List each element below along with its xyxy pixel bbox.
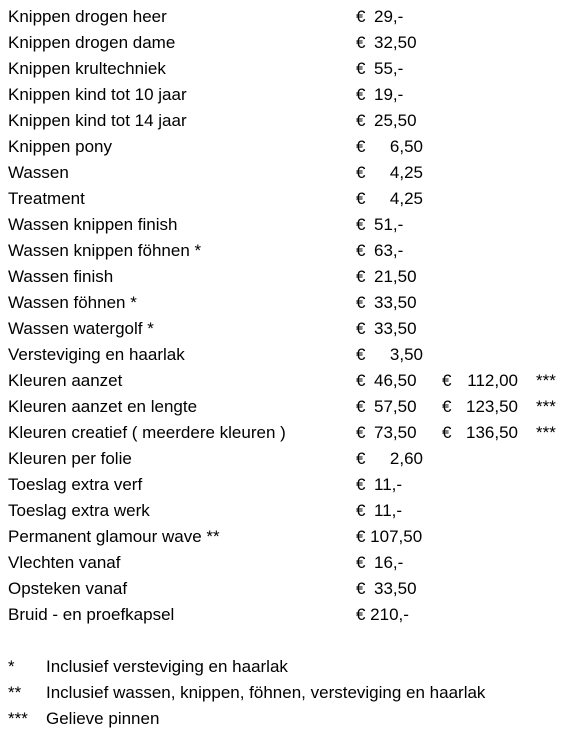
price-row [8,264,568,290]
currency-symbol: € [356,267,366,286]
currency-symbol: € [356,7,366,26]
currency-symbol: € [356,293,366,312]
currency-symbol: € [356,345,366,364]
currency-symbol: € [356,215,366,234]
currency-symbol: € [356,241,366,260]
footnote-marker: *** [536,397,556,416]
price-row [8,108,568,134]
footnote-mark: ** [8,683,22,702]
price-amount: 11,- [374,475,403,494]
price-row [8,524,568,550]
service-name: Kleuren aanzet en lengte [8,397,198,416]
price-row [8,30,568,56]
price-amount: 32,50 [374,33,417,52]
price-row [8,160,568,186]
price-row [8,446,568,472]
currency-symbol: € [356,137,366,156]
currency-symbol: € [356,553,366,572]
price-amount: 11,- [374,501,403,520]
price-row [8,550,568,576]
price-amount: 3,50 [389,345,423,364]
footnote [8,680,568,706]
currency-symbol: € [356,59,366,78]
price-row [8,56,568,82]
footnotes [8,654,568,732]
service-name: Opsteken vanaf [8,579,128,598]
price-amount: 33,50 [374,579,417,598]
price-amount: 51,- [374,215,404,234]
currency-symbol: € [356,111,366,130]
currency-symbol: € [356,449,366,468]
footnote-mark: *** [8,709,28,728]
service-name: Kleuren creatief ( meerdere kleuren ) [8,423,286,442]
service-name: Treatment [8,189,85,208]
service-name: Knippen drogen heer [8,7,167,26]
currency-symbol-secondary: € [442,371,452,390]
price-row [8,4,568,30]
price-row [8,316,568,342]
price-amount: 29,- [374,7,404,26]
service-name: Knippen kind tot 14 jaar [8,111,187,130]
service-name: Knippen krultechniek [8,59,166,78]
price-amount: 33,50 [374,293,417,312]
price-amount: 2,60 [389,449,423,468]
price-amount: 6,50 [389,137,423,156]
price-amount: € 107,50 [356,527,423,546]
price-amount: 73,50 [374,423,417,442]
price-amount: 4,25 [389,189,423,208]
price-row [8,238,568,264]
service-name: Wassen finish [8,267,114,286]
currency-symbol: € [356,319,366,338]
footnote-text: Inclusief versteviging en haarlak [46,657,288,676]
currency-symbol: € [356,33,366,52]
price-row [8,186,568,212]
price-amount: 21,50 [374,267,417,286]
price-amount: 46,50 [374,371,417,390]
footnote-marker: *** [536,423,556,442]
footnote-marker: *** [536,371,556,390]
price-amount: 19,- [374,85,404,104]
service-name: Knippen pony [8,137,112,156]
footnote [8,706,568,732]
service-name: Toeslag extra werk [8,501,150,520]
service-name: Bruid - en proefkapsel [8,605,175,624]
currency-symbol: € [356,423,366,442]
service-name: Knippen drogen dame [8,33,176,52]
price-row [8,342,568,368]
price-amount-secondary: 136,50 [466,423,518,442]
currency-symbol: € [356,579,366,598]
currency-symbol-secondary: € [442,423,452,442]
price-row [8,394,568,420]
price-row [8,498,568,524]
service-name: Wassen knippen finish [8,215,178,234]
currency-symbol: € [356,371,366,390]
service-name: Wassen [8,163,69,182]
footnote [8,654,568,680]
price-row [8,82,568,108]
service-name: Kleuren aanzet [8,371,123,390]
service-name: Knippen kind tot 10 jaar [8,85,187,104]
price-row [8,420,568,446]
currency-symbol: € [356,85,366,104]
footnote-text: Inclusief wassen, knippen, föhnen, versteviging en haarlak [46,683,486,702]
service-name: Wassen knippen föhnen * [8,241,202,260]
price-amount: 25,50 [374,111,417,130]
price-amount: 33,50 [374,319,417,338]
price-amount: 4,25 [389,163,423,182]
price-list [8,4,568,628]
footnote-mark: * [8,657,15,676]
service-name: Wassen föhnen * [8,293,137,312]
service-name: Kleuren per folie [8,449,132,468]
price-amount-secondary: 123,50 [466,397,518,416]
service-name: Versteviging en haarlak [8,345,185,364]
price-amount: 63,- [374,241,404,260]
service-name: Permanent glamour wave ** [8,527,220,546]
currency-symbol: € [356,397,366,416]
currency-symbol: € [356,501,366,520]
footnote-text: Gelieve pinnen [46,709,160,728]
price-row [8,134,568,160]
price-amount: 55,- [374,59,404,78]
price-row [8,602,568,628]
currency-symbol-secondary: € [442,397,452,416]
price-row [8,212,568,238]
currency-symbol: € [356,475,366,494]
service-name: Toeslag extra verf [8,475,143,494]
price-row [8,576,568,602]
price-row [8,368,568,394]
price-amount: 16,- [374,553,404,572]
service-name: Wassen watergolf * [8,319,154,338]
price-row [8,472,568,498]
currency-symbol: € [356,189,366,208]
currency-symbol: € [356,163,366,182]
price-amount-secondary: 112,00 [467,371,518,390]
price-row [8,290,568,316]
price-amount: € 210,- [356,605,409,624]
service-name: Vlechten vanaf [8,553,121,572]
price-amount: 57,50 [374,397,417,416]
